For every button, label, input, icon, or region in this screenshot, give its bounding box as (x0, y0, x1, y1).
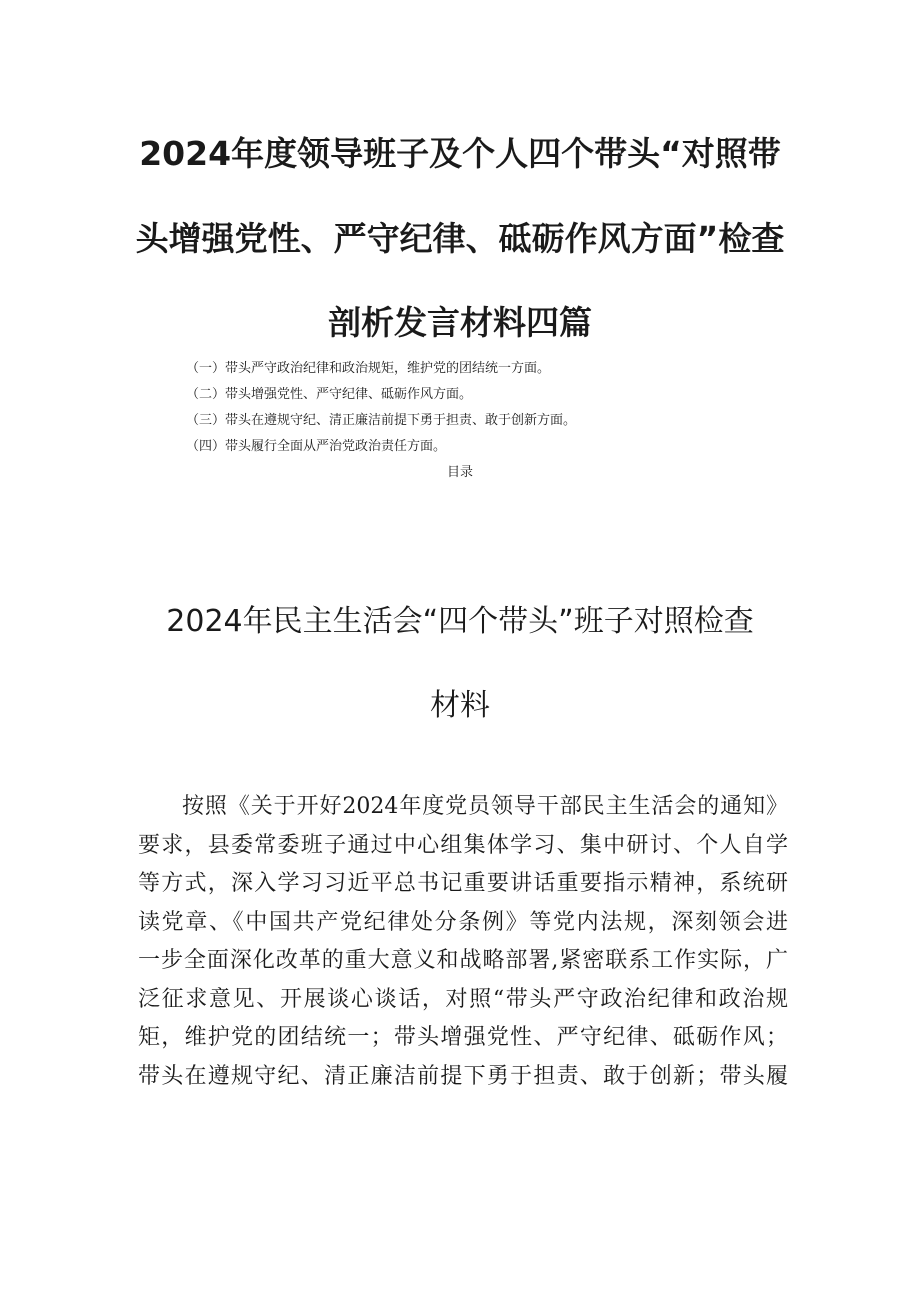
body-line: 带头在遵规守纪、清正廉洁前提下勇于担责、敢于创新；带头履 (138, 1063, 788, 1089)
body-line: 读党章、《中国共产党纪律处分条例》等党内法规，深刻领会进 (138, 909, 788, 935)
toc-item-3: （三）带头在遵规守纪、清正廉洁前提下勇于担责、敢于创新方面。 (186, 413, 577, 428)
body-line: 矩，维护党的团结统一；带头增强党性、严守纪律、砥砺作风； (138, 1025, 788, 1050)
section-title-line-2: 材料 (430, 688, 490, 723)
body-line: 泛征求意见、开展谈心谈话，对照“带头严守政治纪律和政治规 (138, 986, 788, 1012)
toc-item-2: （二）带头增强党性、严守纪律、砥砺作风方面。 (186, 387, 473, 402)
table-of-contents (186, 356, 746, 460)
body-paragraph (138, 788, 788, 1096)
body-line: 等方式，深入学习习近平总书记重要讲话重要指示精神，系统研 (138, 871, 788, 896)
toc-label: 目录 (446, 465, 473, 480)
toc-item-1: （一）带头严守政治纪律和政治规矩，维护党的团结统一方面。 (186, 361, 551, 376)
body-line: 一步全面深化改革的重大意义和战略部署,紧密联系工作实际，广 (138, 948, 788, 973)
toc-item-4: （四）带头履行全面从严治党政治责任方面。 (186, 439, 447, 454)
body-line: 要求，县委常委班子通过中心组集体学习、集中研讨、个人自学 (138, 832, 788, 858)
document-title-line-1: 2024年度领导班子及个人四个带头“对照带 (139, 134, 781, 173)
body-line: 按照《关于开好2024年度党员领导干部民主生活会的通知》 (182, 794, 788, 819)
section-title-line-1: 2024年民主生活会“四个带头”班子对照检查 (166, 604, 754, 639)
document-title-line-2: 头增强党性、严守纪律、砥砺作风方面”检查 (135, 219, 785, 258)
document-title-line-3: 剖析发言材料四篇 (328, 303, 592, 342)
